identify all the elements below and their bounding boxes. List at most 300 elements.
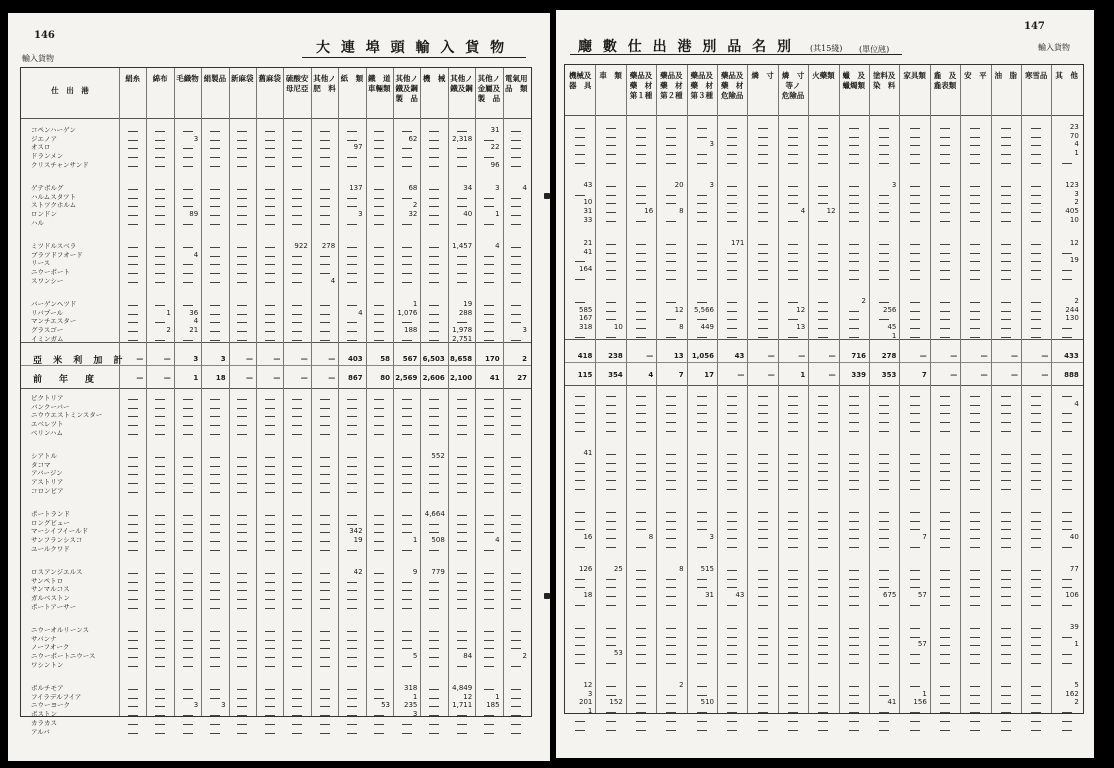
empty-cell-dash	[511, 573, 521, 574]
empty-cell-dash	[788, 579, 798, 580]
empty-cell-dash	[402, 399, 412, 400]
empty-cell-dash	[666, 163, 676, 164]
empty-cell-dash	[788, 253, 798, 254]
column-header: 麁 及 麁表類	[933, 71, 957, 90]
empty-cell-dash	[910, 628, 920, 629]
empty-cell-dash	[374, 166, 384, 167]
empty-cell-dash	[155, 706, 165, 707]
empty-cell-dash	[292, 305, 302, 306]
data-cell: 19	[353, 536, 363, 545]
empty-cell-dash	[1031, 154, 1041, 155]
empty-cell-dash	[1001, 431, 1011, 432]
empty-cell-dash	[128, 648, 138, 649]
empty-cell-dash	[1031, 596, 1041, 597]
empty-cell-dash	[237, 515, 247, 516]
empty-cell-dash	[606, 480, 616, 481]
empty-cell-dash	[210, 657, 220, 658]
empty-cell-dash	[879, 128, 889, 129]
empty-cell-dash	[320, 157, 330, 158]
empty-cell-dash	[666, 137, 676, 138]
empty-cell-dash	[484, 273, 494, 274]
empty-cell-dash	[155, 322, 165, 323]
empty-cell-dash	[879, 489, 889, 490]
column-header: 藥品及 藥 材 第３種	[690, 71, 714, 100]
empty-cell-dash	[818, 587, 828, 588]
empty-cell-dash	[128, 224, 138, 225]
empty-cell-dash	[183, 724, 193, 725]
empty-cell-dash	[1031, 328, 1041, 329]
empty-cell-dash	[879, 454, 889, 455]
data-cell: 12	[796, 305, 806, 314]
empty-cell-dash	[183, 689, 193, 690]
empty-cell-dash	[265, 331, 275, 332]
empty-cell-dash	[636, 637, 646, 638]
empty-cell-dash	[727, 721, 737, 722]
empty-cell-dash	[484, 608, 494, 609]
empty-cell-dash	[320, 466, 330, 467]
empty-cell-dash	[606, 413, 616, 414]
data-cell: 39	[1069, 623, 1079, 631]
empty-cell-dash	[320, 322, 330, 323]
data-cell: 1	[412, 692, 418, 701]
empty-cell-dash	[970, 137, 980, 138]
empty-cell-dash	[636, 454, 646, 455]
empty-cell-dash	[606, 628, 616, 629]
empty-cell-dash	[697, 413, 707, 414]
empty-cell-dash	[1062, 489, 1072, 490]
empty-cell-dash	[237, 582, 247, 583]
empty-cell-dash	[183, 608, 193, 609]
data-cell: 3	[412, 710, 418, 719]
empty-cell-dash	[210, 648, 220, 649]
empty-cell-dash	[155, 582, 165, 583]
empty-cell-dash	[727, 628, 737, 629]
empty-cell-dash	[1001, 337, 1011, 338]
empty-cell-dash	[1062, 337, 1072, 338]
empty-cell-dash	[237, 466, 247, 467]
port-name: ビクトリア	[31, 394, 64, 402]
empty-cell-dash	[237, 140, 247, 141]
column-header: 藥品及 藥 材 第１種	[629, 71, 653, 100]
empty-cell-dash	[237, 273, 247, 274]
empty-cell-dash	[1031, 145, 1041, 146]
empty-cell-dash	[484, 314, 494, 315]
empty-cell-dash	[697, 270, 707, 271]
empty-cell-dash	[292, 532, 302, 533]
port-name: ニウウエストミンスター	[31, 411, 103, 420]
empty-cell-dash	[1001, 311, 1011, 312]
empty-cell-dash	[320, 425, 330, 426]
empty-cell-dash	[429, 524, 439, 525]
empty-cell-dash	[484, 416, 494, 417]
column-divider	[778, 65, 779, 713]
empty-cell-dash	[818, 654, 828, 655]
empty-cell-dash	[1031, 538, 1041, 539]
empty-cell-dash	[788, 154, 798, 155]
empty-cell-dash	[210, 331, 220, 332]
empty-cell-dash	[788, 203, 798, 204]
empty-cell-dash	[429, 157, 439, 158]
empty-cell-dash	[457, 608, 467, 609]
empty-cell-dash	[788, 489, 798, 490]
empty-cell-dash	[210, 492, 220, 493]
data-cell: 42	[353, 568, 363, 576]
empty-cell-dash	[265, 282, 275, 283]
empty-cell-dash	[970, 521, 980, 522]
page-subtitle: (其15綫)	[810, 44, 843, 53]
empty-cell-dash	[347, 733, 357, 734]
empty-cell-dash	[511, 689, 521, 690]
empty-cell-dash	[210, 524, 220, 525]
empty-cell-dash	[606, 319, 616, 320]
total-value: —	[646, 352, 654, 360]
empty-cell-dash	[511, 416, 521, 417]
empty-cell-dash	[697, 195, 707, 196]
empty-cell-dash	[237, 640, 247, 641]
empty-cell-dash	[940, 605, 950, 606]
empty-cell-dash	[849, 547, 859, 548]
empty-cell-dash	[429, 305, 439, 306]
empty-cell-dash	[237, 474, 247, 475]
column-divider	[283, 68, 284, 716]
empty-cell-dash	[429, 148, 439, 149]
empty-cell-dash	[758, 628, 768, 629]
empty-cell-dash	[636, 703, 646, 704]
empty-cell-dash	[666, 538, 676, 539]
previous-year-value: —	[737, 371, 745, 379]
empty-cell-dash	[849, 203, 859, 204]
empty-cell-dash	[128, 657, 138, 658]
empty-cell-dash	[879, 463, 889, 464]
empty-cell-dash	[879, 422, 889, 423]
empty-cell-dash	[457, 573, 467, 574]
empty-cell-dash	[429, 331, 439, 332]
empty-cell-dash	[265, 590, 275, 591]
empty-cell-dash	[237, 457, 247, 458]
empty-cell-dash	[429, 131, 439, 132]
empty-cell-dash	[970, 186, 980, 187]
previous-year-value: —	[1010, 371, 1018, 379]
empty-cell-dash	[292, 640, 302, 641]
empty-cell-dash	[879, 730, 889, 731]
empty-cell-dash	[970, 587, 980, 588]
empty-cell-dash	[128, 256, 138, 257]
empty-cell-dash	[606, 221, 616, 222]
port-name: ニウーポート	[31, 268, 70, 277]
empty-cell-dash	[183, 148, 193, 149]
empty-cell-dash	[910, 637, 920, 638]
previous-year-value: —	[950, 371, 958, 379]
empty-cell-dash	[818, 253, 828, 254]
empty-cell-dash	[910, 337, 920, 338]
empty-cell-dash	[374, 416, 384, 417]
empty-cell-dash	[1031, 337, 1041, 338]
empty-cell-dash	[910, 529, 920, 530]
empty-cell-dash	[511, 608, 521, 609]
empty-cell-dash	[457, 264, 467, 265]
empty-cell-dash	[879, 413, 889, 414]
empty-cell-dash	[818, 512, 828, 513]
empty-cell-dash	[484, 631, 494, 632]
empty-cell-dash	[457, 715, 467, 716]
empty-cell-dash	[727, 212, 737, 213]
total-value: 3	[193, 355, 199, 363]
empty-cell-dash	[237, 314, 247, 315]
empty-cell-dash	[666, 413, 676, 414]
empty-cell-dash	[879, 212, 889, 213]
data-cell: 4	[358, 308, 363, 317]
column-divider	[503, 68, 504, 716]
port-name: クリスチャンサンド	[31, 160, 89, 169]
empty-cell-dash	[128, 206, 138, 207]
empty-cell-dash	[1062, 721, 1072, 722]
empty-cell-dash	[237, 215, 247, 216]
port-name: バーゲンヘツド	[31, 300, 77, 308]
data-cell: 3	[709, 140, 714, 149]
empty-cell-dash	[636, 337, 646, 338]
empty-cell-dash	[265, 224, 275, 225]
empty-cell-dash	[575, 730, 585, 731]
empty-cell-dash	[940, 212, 950, 213]
empty-cell-dash	[320, 434, 330, 435]
empty-cell-dash	[606, 212, 616, 213]
empty-cell-dash	[155, 198, 165, 199]
empty-cell-dash	[237, 599, 247, 600]
empty-cell-dash	[237, 524, 247, 525]
empty-cell-dash	[727, 163, 737, 164]
empty-cell-dash	[265, 608, 275, 609]
empty-cell-dash	[606, 128, 616, 129]
empty-cell-dash	[575, 128, 585, 129]
empty-cell-dash	[210, 322, 220, 323]
empty-cell-dash	[128, 157, 138, 158]
empty-cell-dash	[511, 648, 521, 649]
empty-cell-dash	[155, 524, 165, 525]
empty-cell-dash	[265, 724, 275, 725]
empty-cell-dash	[1062, 480, 1072, 481]
total-value: 1,056	[691, 352, 714, 360]
empty-cell-dash	[879, 244, 889, 245]
empty-cell-dash	[457, 198, 467, 199]
empty-cell-dash	[320, 457, 330, 458]
empty-cell-dash	[697, 203, 707, 204]
empty-cell-dash	[155, 189, 165, 190]
empty-cell-dash	[940, 463, 950, 464]
empty-cell-dash	[788, 145, 798, 146]
empty-cell-dash	[697, 654, 707, 655]
empty-cell-dash	[265, 340, 275, 341]
empty-cell-dash	[879, 570, 889, 571]
empty-cell-dash	[265, 492, 275, 493]
data-cell: 13	[796, 323, 806, 332]
empty-cell-dash	[183, 282, 193, 283]
empty-cell-dash	[606, 145, 616, 146]
empty-cell-dash	[265, 648, 275, 649]
empty-cell-dash	[818, 279, 828, 280]
empty-cell-dash	[183, 189, 193, 190]
empty-cell-dash	[910, 422, 920, 423]
empty-cell-dash	[818, 195, 828, 196]
empty-cell-dash	[940, 270, 950, 271]
empty-cell-dash	[910, 302, 920, 303]
empty-cell-dash	[265, 314, 275, 315]
empty-cell-dash	[210, 215, 220, 216]
empty-cell-dash	[457, 532, 467, 533]
empty-cell-dash	[758, 422, 768, 423]
empty-cell-dash	[788, 654, 798, 655]
empty-cell-dash	[606, 538, 616, 539]
empty-cell-dash	[292, 657, 302, 658]
empty-cell-dash	[636, 195, 646, 196]
empty-cell-dash	[320, 206, 330, 207]
empty-cell-dash	[484, 582, 494, 583]
empty-cell-dash	[1062, 328, 1072, 329]
empty-cell-dash	[697, 587, 707, 588]
empty-cell-dash	[237, 206, 247, 207]
empty-cell-dash	[879, 137, 889, 138]
empty-cell-dash	[727, 261, 737, 262]
empty-cell-dash	[457, 515, 467, 516]
data-cell: 1	[587, 707, 593, 716]
column-header: 火藥類	[812, 71, 835, 80]
empty-cell-dash	[940, 686, 950, 687]
empty-cell-dash	[457, 733, 467, 734]
empty-cell-dash	[292, 314, 302, 315]
column-divider	[839, 65, 840, 713]
total-value: —	[798, 352, 806, 360]
empty-cell-dash	[484, 457, 494, 458]
data-cell: 41	[887, 698, 897, 707]
empty-cell-dash	[940, 471, 950, 472]
empty-cell-dash	[511, 483, 521, 484]
right-table	[564, 64, 1084, 714]
empty-cell-dash	[818, 596, 828, 597]
port-name: ストツクホルム	[31, 201, 77, 210]
empty-cell-dash	[237, 224, 247, 225]
empty-cell-dash	[636, 328, 646, 329]
empty-cell-dash	[1001, 203, 1011, 204]
empty-cell-dash	[697, 712, 707, 713]
empty-cell-dash	[402, 590, 412, 591]
empty-cell-dash	[697, 663, 707, 664]
empty-cell-dash	[818, 413, 828, 414]
empty-cell-dash	[879, 529, 889, 530]
empty-cell-dash	[1001, 186, 1011, 187]
empty-cell-dash	[788, 529, 798, 530]
empty-cell-dash	[1031, 221, 1041, 222]
empty-cell-dash	[1031, 454, 1041, 455]
empty-cell-dash	[758, 279, 768, 280]
empty-cell-dash	[429, 408, 439, 409]
empty-cell-dash	[347, 648, 357, 649]
empty-cell-dash	[727, 645, 737, 646]
empty-cell-dash	[788, 244, 798, 245]
empty-cell-dash	[457, 148, 467, 149]
port-name: イミンガム	[31, 334, 64, 343]
empty-cell-dash	[1001, 628, 1011, 629]
empty-cell-dash	[636, 413, 646, 414]
empty-cell-dash	[758, 489, 768, 490]
empty-cell-dash	[484, 198, 494, 199]
empty-cell-dash	[265, 256, 275, 257]
page-number: 146	[34, 30, 55, 41]
empty-cell-dash	[606, 270, 616, 271]
column-divider	[595, 65, 596, 713]
empty-cell-dash	[374, 698, 384, 699]
empty-cell-dash	[374, 483, 384, 484]
empty-cell-dash	[666, 145, 676, 146]
empty-cell-dash	[320, 273, 330, 274]
data-cell: 18	[583, 591, 593, 600]
empty-cell-dash	[606, 311, 616, 312]
empty-cell-dash	[940, 405, 950, 406]
empty-cell-dash	[697, 319, 707, 320]
empty-cell-dash	[292, 631, 302, 632]
empty-cell-dash	[374, 457, 384, 458]
empty-cell-dash	[292, 457, 302, 458]
empty-cell-dash	[1031, 463, 1041, 464]
empty-cell-dash	[402, 631, 412, 632]
data-cell: 318	[579, 323, 593, 332]
empty-cell-dash	[484, 264, 494, 265]
empty-cell-dash	[374, 314, 384, 315]
empty-cell-dash	[347, 631, 357, 632]
empty-cell-dash	[606, 261, 616, 262]
empty-cell-dash	[636, 529, 646, 530]
empty-cell-dash	[940, 521, 950, 522]
empty-cell-dash	[1031, 570, 1041, 571]
data-cell: 5	[1074, 681, 1079, 689]
port-name: サバンナ	[31, 634, 57, 643]
empty-cell-dash	[237, 434, 247, 435]
empty-cell-dash	[429, 631, 439, 632]
empty-cell-dash	[128, 640, 138, 641]
empty-cell-dash	[697, 302, 707, 303]
empty-cell-dash	[940, 154, 950, 155]
empty-cell-dash	[484, 408, 494, 409]
empty-cell-dash	[429, 224, 439, 225]
empty-cell-dash	[849, 721, 859, 722]
empty-cell-dash	[758, 596, 768, 597]
empty-cell-dash	[666, 337, 676, 338]
data-cell: 2	[679, 681, 684, 689]
title-underline	[570, 54, 902, 55]
empty-cell-dash	[970, 686, 980, 687]
empty-cell-dash	[210, 282, 220, 283]
empty-cell-dash	[666, 512, 676, 513]
empty-cell-dash	[910, 261, 920, 262]
empty-cell-dash	[128, 166, 138, 167]
column-header: 舊麻袋	[258, 74, 281, 83]
empty-cell-dash	[606, 645, 616, 646]
empty-cell-dash	[910, 270, 920, 271]
empty-cell-dash	[910, 405, 920, 406]
empty-cell-dash	[484, 206, 494, 207]
empty-cell-dash	[910, 512, 920, 513]
empty-cell-dash	[758, 538, 768, 539]
empty-cell-dash	[210, 434, 220, 435]
data-cell: 1	[922, 689, 927, 698]
empty-cell-dash	[128, 148, 138, 149]
empty-cell-dash	[818, 579, 828, 580]
empty-cell-dash	[128, 550, 138, 551]
empty-cell-dash	[484, 515, 494, 516]
empty-cell-dash	[940, 337, 950, 338]
empty-cell-dash	[155, 408, 165, 409]
empty-cell-dash	[347, 474, 357, 475]
empty-cell-dash	[429, 189, 439, 190]
empty-cell-dash	[758, 463, 768, 464]
